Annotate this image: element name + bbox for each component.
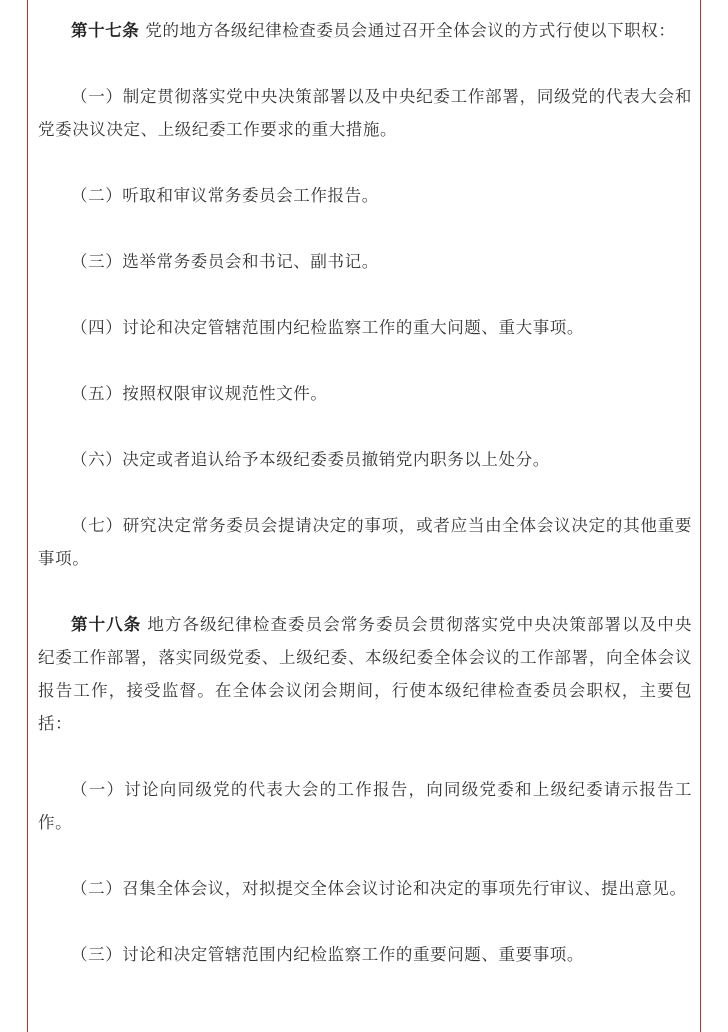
article-17-heading-paragraph bbox=[38, 14, 692, 47]
article-17-item-5: （五）按照权限审议规范性文件。 bbox=[71, 384, 328, 403]
article-18-item-1: （一）讨论向同级党的代表大会的工作报告，向同级党委和上级纪委请示报告工作。 bbox=[38, 780, 692, 832]
article-18-item-3: （三）讨论和决定管辖范围内纪检监察工作的重要问题、重要事项。 bbox=[71, 945, 584, 964]
article-17-item-2: （二）听取和审议常务委员会工作报告。 bbox=[71, 186, 379, 205]
article-18-number: 第十八条 bbox=[71, 615, 142, 634]
article-17-item-7: （七）研究决定常务委员会提请决定的事项，或者应当由全体会议决定的其他重要事项。 bbox=[38, 516, 692, 568]
article-18-item-2: （二）召集全体会议，对拟提交全体会议讨论和决定的事项先行审议、提出意见。 bbox=[71, 879, 687, 898]
article-17-intro: 党的地方各级纪律检查委员会通过召开全体会议的方式行使以下职权： bbox=[145, 21, 676, 40]
article-18-heading-paragraph bbox=[38, 608, 692, 740]
article-17-item-4: （四）讨论和决定管辖范围内纪检监察工作的重大问题、重大事项。 bbox=[71, 318, 584, 337]
document-body bbox=[38, 14, 692, 1004]
article-18-intro: 地方各级纪律检查委员会常务委员会贯彻落实党中央决策部署以及中央纪委工作部署，落实同级党委、上级纪委、本级纪委全体会议的工作部署，向全体会议报告工作，接受监督。在全体会议闭会期间，行使本级纪律检查委员会职权，主要包括： bbox=[38, 615, 692, 733]
article-17-item-1: （一）制定贯彻落实党中央决策部署以及中央纪委工作部署，同级党的代表大会和党委决议决定、上级纪委工作要求的重大措施。 bbox=[38, 87, 692, 139]
article-17-item-6: （六）决定或者追认给予本级纪委委员撤销党内职务以上处分。 bbox=[71, 450, 550, 469]
article-17-item-3: （三）选举常务委员会和书记、副书记。 bbox=[71, 252, 379, 271]
article-17-number: 第十七条 bbox=[71, 21, 140, 40]
